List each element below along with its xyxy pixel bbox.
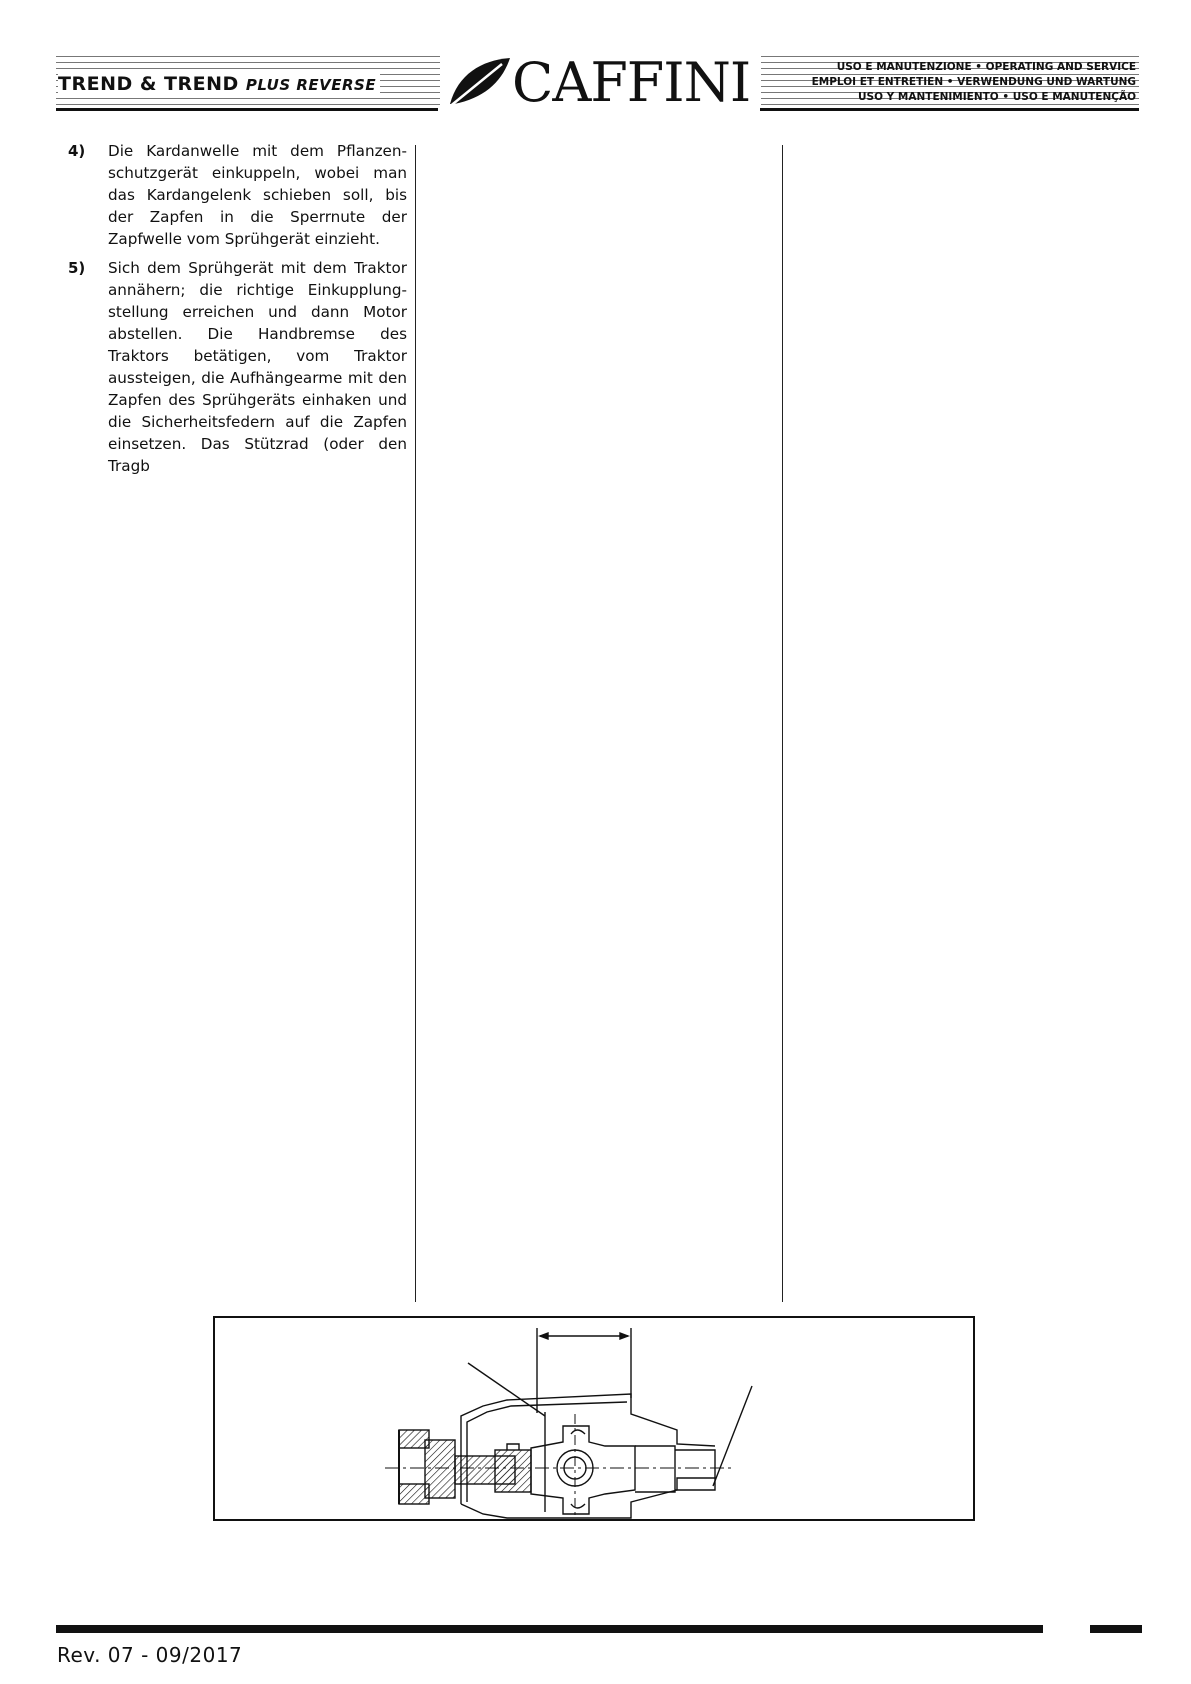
header-rule-bottom-right — [760, 108, 1139, 111]
product-title-main: TREND & TREND — [58, 73, 239, 95]
header-manual-languages — [762, 60, 1136, 105]
header-line-2: EMPLOI ET ENTRETIEN • VERWENDUNG UND WARTUNG — [811, 76, 1136, 88]
footer-bar-right — [1090, 1625, 1142, 1633]
brand-name: CAFFINI — [512, 51, 751, 114]
revision-label: Rev. 07 - 09/2017 — [57, 1643, 243, 1667]
product-title — [58, 73, 380, 96]
step-number: 5) — [68, 259, 86, 277]
list-item — [62, 140, 407, 250]
figure-frame — [213, 1316, 975, 1521]
step-text: Sich dem Sprühgerät mit dem Traktor annähern; die richtige Einkupplung-stellung erreichen und dann Motor abstellen. Die Handbremse des Traktors betätigen, vom Traktor aussteigen, die Aufhängearme mit den Zapfen des Sprühgeräts einhaken und die Sicherheitsfedern auf die Zapfen einsetzen. Das Stützrad (oder den Tragb — [108, 259, 407, 475]
footer-bar-left — [56, 1625, 1043, 1633]
product-title-suffix: PLUS REVERSE — [245, 76, 377, 94]
column-divider-1 — [415, 145, 416, 1302]
header-line-1: USO E MANUTENZIONE • OPERATING AND SERVICE — [836, 61, 1136, 73]
cardan-shaft-coupling-icon — [215, 1318, 973, 1519]
header-line-3: USO Y MANTENIMIENTO • USO E MANUTENÇÃO — [857, 91, 1136, 103]
header-rule-bottom-left — [56, 108, 438, 111]
instruction-list — [62, 140, 407, 484]
list-item — [62, 257, 407, 477]
step-text: Die Kardanwelle mit dem Pflanzen-schutzgerät einkuppeln, wobei man das Kardangelenk schieben soll, bis der Zapfen in die Sperrnute der Zapfwelle vom Sprühgerät einzieht. — [108, 142, 407, 248]
step-number: 4) — [68, 142, 86, 160]
column-divider-2 — [782, 145, 783, 1302]
